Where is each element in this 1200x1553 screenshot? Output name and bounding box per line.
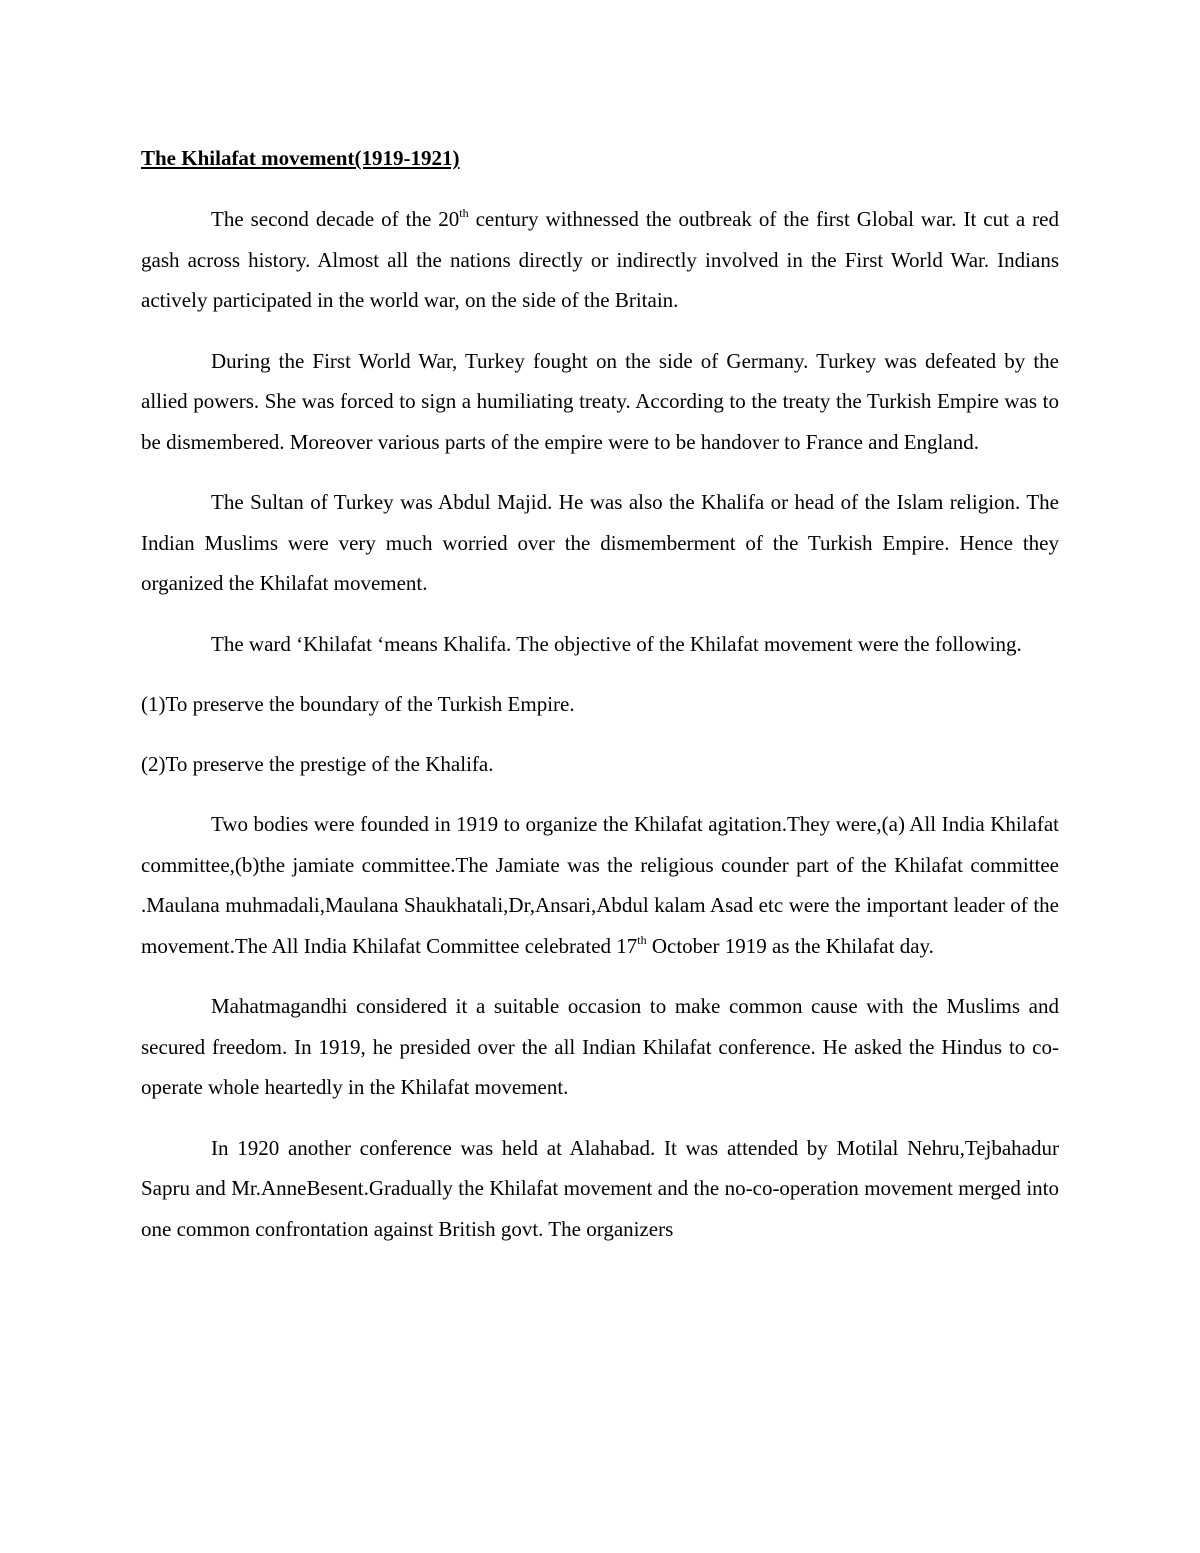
document-body	[141, 143, 1059, 1269]
paragraph-bodies-founded	[141, 804, 1059, 966]
paragraph-text: century withnessed the outbreak of the first Global war. It cut a red gash across history. Almost all the nations directly or indirectly involved in the First World War. Indians actively participated in the world war, on the side of the Britain.	[141, 207, 1059, 312]
paragraph-turkey: During the First World War, Turkey fought on the side of Germany. Turkey was defeated by the allied powers. She was forced to sign a humiliating treaty. According to the treaty the Turkish Empire was to be dismembered. Moreover various parts of the empire were to be handover to France and England.	[141, 348, 1059, 454]
paragraph-sultan: The Sultan of Turkey was Abdul Majid. He was also the Khalifa or head of the Islam religion. The Indian Muslims were very much worried over the dismemberment of the Turkish Empire. Hence they organized the Khilafat movement.	[141, 490, 1059, 595]
paragraph-world-war	[141, 199, 1059, 321]
paragraph-gandhi: Mahatmagandhi considered it a suitable occasion to make common cause with the Muslims and secured freedom. In 1919, he presided over the all Indian Khilafat conference. He asked the Hindus to co-operate whole heartedly in the Khilafat movement.	[141, 994, 1059, 1099]
paragraph-text: The second decade of the 20	[211, 207, 460, 231]
superscript-ordinal: th	[459, 206, 469, 220]
list-item-objective-1: (1)To preserve the boundary of the Turkish Empire.	[141, 692, 575, 716]
list-item-objective-2: (2)To preserve the prestige of the Khalifa.	[141, 752, 494, 776]
paragraph-text: October 1919 as the Khilafat day.	[646, 933, 934, 958]
paragraph-alahabad-conference: In 1920 another conference was held at Alahabad. It was attended by Motilal Nehru,Tejbahadur Sapru and Mr.AnneBesent.Gradually the Khilafat movement and the no-co-operation movement merged into one common confrontation against British govt. The organizers	[141, 1135, 1059, 1241]
document-title: The Khilafat movement(1919-1921)	[141, 146, 460, 170]
superscript-ordinal: th	[637, 932, 647, 947]
paragraph-text: Two bodies were founded in 1919 to organize the Khilafat agitation.They were,(a) All India Khilafat committee,(b)the jamiate committee.The Jamiate was the religious counder part of the Khilafat committee .Maulana muhmadali,Maulana Shaukhatali,Dr,Ansari,Abdul kalam Asad etc were the important leader of the movement.The All India Khilafat Committee celebrated 17	[141, 812, 1059, 958]
paragraph-objectives: The ward ‘Khilafat ‘means Khalifa. The objective of the Khilafat movement were the following.	[211, 631, 1022, 656]
